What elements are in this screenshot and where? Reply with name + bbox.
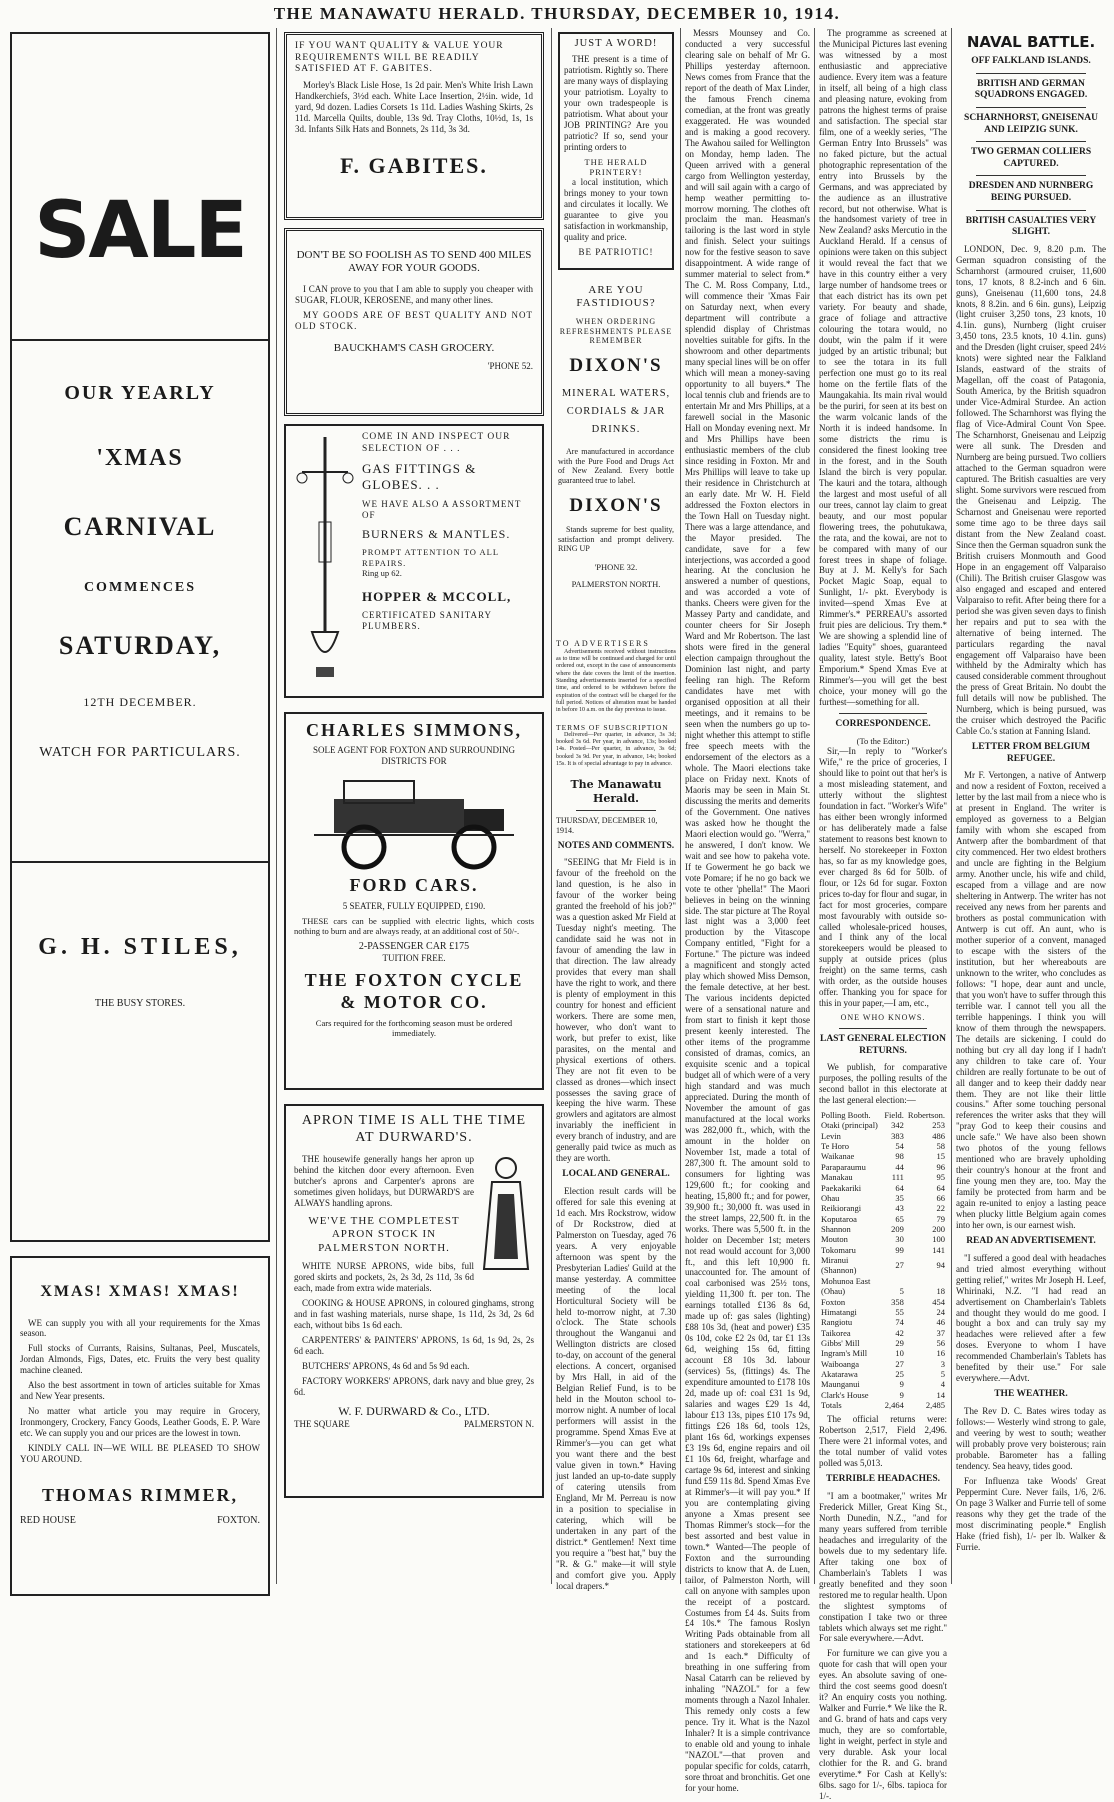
simmons-ad [284, 712, 544, 1090]
divider [976, 210, 1086, 211]
returns-cell: Rangiotu [821, 1317, 853, 1328]
gabites-ad [284, 32, 544, 220]
returns-cell: 35 [895, 1192, 904, 1203]
returns-cell: Himatangi [821, 1306, 857, 1317]
returns-cell: 54 [895, 1141, 904, 1152]
column-rule [814, 28, 815, 1584]
divider [12, 861, 268, 863]
apron-stock: WE'VE THE COMPLETEST APRON STOCK IN PALMERSTON NORTH. [308, 1215, 460, 1254]
returns-cell: 30 [895, 1234, 904, 1245]
returns-row [819, 1390, 947, 1400]
apron-text: WHITE NURSE APRONS, wide bibs, full gored skirts and pockets, 2s, 2s 3d, 2s 11d, 3s 6d each, made from extra wide materials. [294, 1261, 474, 1294]
returns-cell: Te Horo [821, 1141, 849, 1152]
returns-cell: 14 [936, 1389, 945, 1400]
dixons-fastidious: ARE YOU FASTIDIOUS? [576, 284, 656, 310]
correspondence-text: Sir,—In reply to "Worker's Wife," re the price of groceries, I should like to point out that her's is a most misleading statement, and utterly without the slightest foundation in fact. "Worker's Wife" has either been wrongly informed or has deliberately made a false statement to reasons best known to herself. No storekeeper in Foxton has, so far as my knowledge goes, ever charged 8s 6d for 50lb. of flour, or 12s 6d for sugar. Foxton prices to-day for flour and sugar, in fact for most groceries, compare most favourably with outside so-called wholesale-priced houses, and I think any of the local storekeepers would be pleased to supply at outside prices (plus freight) on the same terms, cash with order, as the outside houses offer. Thanking you for space for this in your paper,—I am, etc., [819, 746, 947, 1009]
advertisers-text: Advertisements received without instructions as to time will be continued and charged for until ordered out, except in the case of announcements where the date covers the limit of the insertion. Standing advertisements inserted for a specified time, and ordered to be withdrawn before the expiration of the contract will be charged for the full period. Notices of alteration must be handed in before 10 a.m. on the day previous to issue. [556, 648, 676, 714]
advertisers-heading: TO ADVERTISERS [556, 639, 650, 648]
returns-cell: 24 [936, 1306, 945, 1317]
returns-cell: 44 [895, 1161, 904, 1172]
read-heading: READ AN ADVERTISEMENT. [966, 1236, 1096, 1247]
returns-total-cell: Totals [821, 1400, 842, 1411]
bauckham-ad [284, 228, 544, 416]
naval-subhead: OFF FALKLAND ISLANDS. [971, 56, 1091, 67]
just-a-word: JUST A WORD! [574, 38, 658, 49]
apron-text: THE housewife generally hangs her apron up behind the kitchen door every afternoon. Even butcher's aprons and Carpenter's aprons are sometimes given holidays, but DURWARD'S are ALWAYS handling aprons. [294, 1154, 474, 1209]
returns-cell: 10 [895, 1348, 904, 1359]
returns-cell: Taikorea [821, 1327, 851, 1338]
returns-cell: Miranui (Shannon) [821, 1255, 857, 1276]
news-text: Messrs Mounsey and Co. conducted a very successful clearing sale on behalf of Mr G. Phillips yesterday afternoon. News comes from France that the report of the death of Max Linder, the famous French cinema comedian, at the front was greatly exaggerated. He was wounded and is making a good recovery. The Awahou sailed for Wellington on Monday, hemp laden. The Queen arrived with a general cargo from Wellington yesterday, and will sail again with a cargo of hemp weather permitting to-morrow morning. The clothes oft proclaim the man. Heasman's tailoring is the last word in style and finish. Select your suitings now for the festive season to save disappointment. A wide range of summer material to select from.* The C. M. Ross Company, Ltd., will commence their 'Xmas Fair on Saturday next, when every department will contribute a splendid display of Christmas novelties suitable for gifts. In the showroom and other departments many special lines will be on offer which will mean a money-saving opportunity to all buyers.* The local tennis club and friends are to entertain Mr and Mrs Phillips, at a farewell social in the Masonic Hall on Monday evening next. Mr and Mrs Phillips have been enthusiastic members of the club since residing in Foxton. Mr and Mrs Phillips will leave to take up their residence in Christchurch at an early date. Mr W. H. Field addressed the Foxton electors in the Town Hall on Tuesday night. There was a large attendance, and the Mayor presided. The candidate, save for a few interjections, was accorded a good hearing. At the conclusion he answered a number of questions, and was accorded a vote of thanks. Cheers were given for the Massey Party and candidate, and counter cheers for Sir Joseph Ward and Mr Robertson. The last shots were fired in the general election campaign throughout the Dominion last night, and party feeling ran high. The Reform candidates have met with organised opposition at all their meetings, and it remains to be seen when the numbers go up to-night whether this attempt to stifle free speech meets with the endorsement of the electors as a whole. The Maori elections take place on Friday next. Knots of Maoris may be seen in Main St. discussing the merits and demerits of the Government. One natives was asked how he thought the Maori election would go. "Werra," he answered, I don't know. We wait and see how to pakeha vote. If te Gowerment he go back we vote Pomare; if he no go back we vote te other 'phella!" The Maori believes in being on the winning side. The star picture at The Royal last night was a 3,000 feet production by the Vitascope Company entitled, "Fight for a Fortune." The picture was indeed a magnificent and stongly acted play which showed Miss Demson, the female detective, at her best. The various incidents depicted were of a sensational nature and from start to finish it kept those present keenly interested. The other items of the programme consisted of dramas, comics, an exquisite scenic and a topical budget all of which were of a very high standard and was much appreciated. During the month of November the amount of gas manufactured at the local works was 282,000 ft., which, with the amount in the holder on November 1st, made a total of 287,300 ft. The amount sold to consumers for lighting was 129,600 ft.; for cooking and heating, 15,800 ft.; and for power, 39,900 ft.; 30,000 ft. was used in the street lamps, 22,500 ft. in the works. There was 5,500 ft. in the holder on December 1st; meters not read would account for 3,000 ft., and this left 10,900 ft. unaccounted for. The amount of coal carbonised was 25½ tons, yielding 11,300 ft. per ton. The earnings totalled £136 8s 6d, made up of: gas sales (lighting) £88 10s 3d, (heat and power) £35 0s 10d, coke £2 2s 0d, tar £1 13s 6d, weighing 15s 6d, fitting account £8 10s 3d. labour (services) 5s, (fittings) 4s. The expenditure amounted to £178 10s 2d, made up of: coal £31 1s 9d, salaries and wages £29 1s 4d, labour £13 13s, pipes £10 17s 9d, fittings £26 18s 6d, tools 12s, plant 16s 6d, workings expenses £3 19s 6d, engine repairs and oil £1 10s 6d, freight, wharfage and cartage 9s 6d, interest and sinking fund £59 11s 8d. Spend Xmas Eve at Rimmer's—it will pay you.* If you are contemplating giving anyone a Xmas present see Thomas Rimmer's stock—for the best assorted and best value in town.* Wanted—The people of Foxton and the surrounding districts to know that A. de Luen, tailor, of Palmerston North, will call on anyone with samples upon the receipt of a postcard. Costumes from £4 4s. Suits from £4 10s.* The famous Roslyn Writing Pads obtainable from all stationers and storekeepers at 6d and 1s each.* Difficulty of breathing in one suffering from Nasal Catarrh can be relieved by inhaling "NAZOL" for a few moments through a Nazol Inhaler. This remedy only costs a few pence. Try it. What is the Nazol Inhaler? It is a simple contrivance to enable old and young to inhale "NAZOL"—that proven and popular specific for colds, catarrh, sore throat and bronchitis. Get one for your home. [685, 28, 810, 1793]
returns-cell: 25 [895, 1369, 904, 1380]
returns-row [819, 1348, 947, 1358]
returns-cell [882, 1276, 906, 1286]
returns-row [819, 1369, 947, 1379]
rimmer-text: KINDLY CALL IN—WE WILL BE PLEASED TO SHOW YOU AROUND. [20, 1443, 260, 1465]
housewife-illustration [478, 1154, 534, 1274]
returns-cell: 4 [940, 1379, 945, 1390]
rimmer-text: No matter what article you may require in Grocery, Ironmongery, Crockery, Fancy Goods, Leather Goods, E. P. Ware etc. We can supply you and our prices are the lowest in town. [20, 1406, 260, 1439]
durward-left: THE SQUARE [294, 1418, 350, 1429]
returns-cell: Mouton [821, 1234, 848, 1245]
gabites-name: F. GABITES. [340, 152, 488, 178]
divider [976, 175, 1086, 176]
naval-subhead: TWO GERMAN COLLIERS CAPTURED. [970, 147, 1092, 169]
returns-header-cell: Robertson. [907, 1110, 945, 1121]
xmas-heading: 'XMAS [96, 444, 184, 471]
returns-table [819, 1110, 947, 1410]
dixons-ad [558, 284, 674, 629]
returns-cell: 9 [899, 1379, 904, 1390]
column-5 [819, 28, 947, 1802]
returns-row [819, 1162, 947, 1172]
divider [976, 141, 1086, 142]
returns-cell: 209 [891, 1223, 904, 1234]
returns-cell: 5 [940, 1369, 945, 1380]
printery-ad [558, 32, 674, 270]
returns-row [819, 1297, 947, 1307]
printery-text: a local institution, which brings money to your town and circulates it locally. We guarantee to give you satisfaction in workmanship, quality and price. [564, 177, 668, 243]
bauckham-text: I CAN prove to you that I am able to supply you cheaper with SUGAR, FLOUR, KEROSENE, and many other lines. [295, 283, 533, 305]
bauckham-name: BAUCKHAM'S CASH GROCERY. [333, 341, 495, 354]
carnival-heading: CARNIVAL [63, 511, 217, 541]
stiles-name: G. H. STILES, [38, 934, 242, 961]
bauckham-phone: 'PHONE 52. [487, 361, 533, 372]
returns-cell: 94 [936, 1260, 945, 1271]
returns-cell: 358 [891, 1296, 904, 1307]
returns-row [819, 1328, 947, 1338]
returns-cell: Reikiorangi [821, 1203, 862, 1214]
gabites-body: Morley's Black Lisle Hose, 1s 2d pair. Men's White Irish Lawn Handkerchiefs, 3½d each. White Lace Insertion, 2½in. wide, 1d yard, 9d dozen. Ladies Corsets 1s 11d. Ladies Washing Skirts, 2s 11d. Marcella Quilts, double, 13s 9d. Tray Cloths, 10½d, 1s, 1s 3d. Infants Silk Hats and Bonnets, 2s 11d, 3s 3d. [295, 79, 533, 134]
ford-text: THESE cars can be supplied with electric lights, which costs nothing to burn and are always ready, at an additional cost of 50/-. [294, 915, 534, 937]
durward-name: W. F. DURWARD & Co., LTD. [338, 1403, 490, 1418]
rimmer-right: FOXTON. [217, 1515, 260, 1527]
rimmer-left: RED HOUSE [20, 1515, 76, 1527]
dixons-palmerston: PALMERSTON NORTH. [571, 578, 661, 589]
simmons-name: CHARLES SIMMONS, [305, 720, 523, 740]
returns-cell: 111 [891, 1172, 904, 1183]
returns-cell: Mohunoa East [821, 1275, 871, 1286]
ford-two-passenger: 2-PASSENGER CAR £175 [358, 940, 470, 952]
returns-row [819, 1245, 947, 1255]
hopper-name: HOPPER & MCCOLL, [362, 588, 512, 604]
divider [976, 107, 1086, 108]
dixons-phone: 'PHONE 32. [594, 562, 638, 573]
naval-subhead: DRESDEN AND NURNBERG BEING PURSUED. [968, 181, 1094, 203]
returns-cell: 74 [895, 1317, 904, 1328]
ford-heading: FORD CARS. [349, 874, 479, 895]
returns-cell: Akatarawa [821, 1369, 858, 1380]
returns-row [819, 1307, 947, 1317]
returns-cell: Foxton [821, 1296, 846, 1307]
returns-cell: 22 [936, 1203, 945, 1214]
returns-cell: 454 [932, 1296, 945, 1307]
gabites-intro: IF YOU WANT QUALITY & VALUE YOUR REQUIREMENTS WILL BE READILY SATISFIED AT F. GABITES. [295, 41, 504, 75]
returns-row [819, 1131, 947, 1141]
returns-cell: Levin [821, 1130, 841, 1141]
returns-cell: 141 [932, 1244, 945, 1255]
returns-cell: 342 [891, 1120, 904, 1131]
apron-text: COOKING & HOUSE APRONS, in coloured ginghams, strong and in fast washing materials, nurse shape, 1s 11d, 2s 3d, 2s 6d each, without bibs 1s 6d each. [294, 1298, 534, 1331]
returns-row [819, 1224, 947, 1234]
durward-ad [284, 1104, 544, 1498]
dixons-name: DIXON'S [569, 355, 663, 377]
returns-cell: Waiboanga [821, 1358, 860, 1369]
returns-official: The official returns were: Robertson 2,517, Field 2,496. There were 21 informal votes, and the total number of valid votes polled was 5,013. [819, 1414, 947, 1469]
dixons-mineral: MINERAL WATERS, CORDIALS & JAR DRINKS. [561, 388, 671, 435]
durward-right: PALMERSTON N. [463, 1418, 534, 1429]
returns-header-cell: Polling Booth. [821, 1110, 871, 1121]
returns-cell: 200 [932, 1223, 945, 1234]
returns-cell: Ingram's Mill [821, 1348, 868, 1359]
divider [839, 1028, 927, 1029]
busy-stores: THE BUSY STORES. [94, 998, 186, 1010]
headaches-text: "I am a bootmaker," writes Mr Frederick Miller, Great King St., North Dunedin, N.Z., "and for many years suffered from terrible headaches and irregularity of the bowels due to my sedentary life. After taking one box of Chamberlain's Tablets I was greatly benefited and they soon restored me to regular health. Upon the slightest symptoms of constipation I take two or three tablets which always set me right." For sale everywhere.—Advt. [819, 1490, 947, 1644]
returns-cell: Ohau [821, 1192, 840, 1203]
naval-subhead: SCHARNHORST, GNEISENAU AND LEIPZIG SUNK. [964, 113, 1098, 135]
returns-row [819, 1151, 947, 1161]
naval-heading: NAVAL BATTLE. [966, 33, 1096, 51]
letter-heading: LETTER FROM BELGIUM REFUGEE. [971, 742, 1091, 764]
column-3 [556, 28, 676, 1591]
divider [839, 713, 927, 714]
hopper-cert: CERTIFICATED SANITARY PLUMBERS. [362, 610, 492, 632]
returns-cell: 43 [895, 1203, 904, 1214]
returns-cell: 29 [895, 1337, 904, 1348]
column-rule [276, 28, 277, 1584]
news-text: The programme as screened at the Municipal Pictures last evening was witnessed by a most enthusiastic and appreciative audience. Every item was a feature in itself, all being of a high class and pleasing nature, evoking from patrons the highest terms of praise and satisfaction. The special star film, one of a weekly series, "The German Entry Into Brussels" was no faked picture, but the actual photographic representation of the entry into Brussels by the Germans, and was appreciated by the audience as an illustrative record, but not otherwise. What is the handsomest variety of tree in New Zealand? asks Mercutio in the Auckland Herald. If a census of opinions were taken on this subject it would reveal the fact that we have in this country either a very large number of handsome trees or that each district has its own pet variety. For beauty and shade, grace of foliage and attractive colouring the totara would, no doubt, win the palm if it were judged by an artistic tribunal; but to see the totara in its full perfection one must go to its real home on the fertile flats of the Maungakahia. Its main rival would be the puriri, for seen at its best on the warm volcanic lands of the North it is indeed handsome. In some districts the rimu is considered the finest looking tree in the forest, and in the South Island the birch is very popular. The kauri and the totara, although the largest and most useful of all our trees, cannot lay claim to great beauty, and our most popular flowering trees, the pohutukawa, the rata, and the kowai, are not to be compared with many of our forest trees in shape of foliage. Buy at J. M. Kelly's for Sach Pocket Magic Soap, equal to Sunlight, 1/- pkt. Everybody is invited—spend Xmas Eve at Rimmer's.* PERREAU's assorted fruit pies are delicious. Try them.* We are showing a splendid line of ladies "Equity" shoes, guaranteed quality, latest style. Betty's Boot Emporium.* Spend Xmas Eve at Rimmer's—you will get the best choice, your money will go the furthest—something for all. [819, 28, 947, 708]
hopper-text: COME IN AND INSPECT OUR SELECTION OF . . . [362, 432, 511, 454]
dixons-text: Stands supreme for best quality, satisfaction and prompt delivery. RING UP [558, 524, 674, 554]
apron-text: FACTORY WORKERS' APRONS, dark navy and blue grey, 2s 6d. [294, 1375, 534, 1397]
returns-cell: (Ohau) [821, 1286, 846, 1297]
apron-head: APRON TIME IS ALL THE TIME AT DURWARD'S. [301, 1113, 527, 1146]
returns-row [819, 1214, 947, 1224]
ford-tuition: TUITION FREE. [382, 952, 446, 963]
watch-text: WATCH FOR PARTICULARS. [39, 744, 241, 760]
news-text: For Influenza take Woods' Great Peppermint Cure. Never fails, 1/6, 2/6. On page 3 Walker and Furrie tell of some reasons why they get the trade of the most discriminating people.* English Hake (fried fish), 1/- per lb. Walker & Furrie. [956, 1475, 1106, 1552]
returns-cell: Manakau [821, 1172, 853, 1183]
carnival-ad [10, 32, 270, 1242]
be-patriotic: BE PATRIOTIC! [578, 247, 654, 258]
headaches-heading: TERRIBLE HEADACHES. [825, 1474, 941, 1485]
terms-heading: TERMS OF SUBSCRIPTION [556, 722, 669, 732]
returns-cell: Maunganui [821, 1379, 860, 1390]
date-text: 12TH DECEMBER. [83, 695, 197, 710]
returns-cell: 95 [936, 1172, 945, 1183]
dixons-when: WHEN ORDERING REFRESHMENTS PLEASE REMEMBER [559, 316, 673, 346]
returns-cell: Tokomaru [821, 1244, 856, 1255]
returns-cell: Koputaroa [821, 1213, 857, 1224]
naval-subhead: BRITISH CASUALTIES VERY SLIGHT. [965, 215, 1097, 238]
hopper-ring: Ring up 62. [362, 568, 402, 579]
rimmer-name: THOMAS RIMMER, [42, 1485, 238, 1506]
local-text: Election result cards will be offered for sale this evening at 1d each. Mrs Rockstrow, widow of Dr Rockstrow, died at Palmerston on Tuesday, aged 76 years. A very enjoyable afternoon was spent by the Presbyterian Ladies' Guild at the manse yesterday. A committee meeting of the local Horticultural Society will be held to-morrow night, at 7.30 o'clock. The State schools throughout the Wanganui and Wellington districts are closed to-day, on account of the general elections. A concert, organised by Mrs Hall, in aid of the Belgian Relief Fund, is to be held in the Mouton school to-morrow night. A number of local performers will assist in the programme. Spend Xmas Eve at Rimmer's—you can get what you want there and the best value given in town.* Having just landed an up-to-date supply of catering utensils from England, Mr M. Perreau is now in a position to specialise in catering, which will be undertaken in any part of the district.* Gentlemen! Next time you require a "best hat," buy the "R. & G." make—it will style and comfort give you. Apply local drapers.* [556, 1185, 676, 1591]
column-1 [8, 28, 272, 1584]
dixons-name-2: DIXON'S [569, 494, 663, 516]
returns-cell: 15 [936, 1151, 945, 1162]
rimmer-text: WE can supply you with all your requirements for the Xmas season. [20, 1317, 260, 1339]
sale-heading: SALE [34, 186, 246, 276]
returns-cell: Waikanae [821, 1151, 855, 1162]
returns-row [819, 1183, 947, 1193]
returns-cell: 66 [936, 1192, 945, 1203]
gas-fitting-illustration [294, 432, 356, 682]
returns-cell: Paraparaumu [821, 1161, 866, 1172]
returns-cell: 5 [899, 1286, 904, 1297]
returns-row [819, 1255, 947, 1276]
returns-cell: 99 [895, 1244, 904, 1255]
returns-total-cell: 2,485 [925, 1400, 945, 1411]
hopper-text: WE HAVE ALSO A ASSORTMENT OF [362, 498, 522, 520]
rimmer-ad [10, 1256, 270, 1596]
returns-cell: Paekakariki [821, 1182, 862, 1193]
terms-text: Delivered—Per quarter, in advance, 3s 3d; booked 3s 6d. Per year, in advance, 13s; booked 14s. Posted—Per quarter, in advance, 3s 6d; booked 3s 9d. Per year, in advance, 14s; booked 15s. It is of special advantage to pay in advance. [556, 731, 676, 767]
returns-row [819, 1317, 947, 1327]
returns-cell: 46 [936, 1317, 945, 1328]
returns-cell: 79 [936, 1213, 945, 1224]
returns-cell: 18 [936, 1286, 945, 1297]
naval-subhead: BRITISH AND GERMAN SQUADRONS ENGAGED. [974, 78, 1088, 101]
rimmer-text: Also the best assortment in town of articles suitable for Xmas and New Year presents. [20, 1380, 260, 1402]
letter-text: Mr F. Vertongen, a native of Antwerp and now a resident of Foxton, received a letter by the last mail from a niece who is at present in England. The writer is employed as governess to a Belgian family with whom she escaped from Antwerp after the bombardment of that city commenced. Her two eldest brothers and uncle are fighting in the Belgium army. Another uncle, his wife and child, escaped from a village and are now sheltering in Antwerp. The writer has not received any news from her parents and brothers as postal communication with Antwerp is cut off. An aunt, who is mother superior of a convent, managed to escape with the sisters of the institution, but her whereabouts are unknown to the writer, who concludes as follows: "I hope, dear aunt and uncle, that you won't have to suffer through this terrible war. I cannot tell you all the terrible happenings. I think you will know of them through the newspapers. The details are sickening. I could do nothing but cry all day long if I hadn't any children to take care of. Your children are really fortunate to be out of all danger and to keep their daddy near them. They are not like their little cousins." After some touching personal references the writer asks that they will "pray God to keep their cousins and uncle safe." We have also been shown two photos of the young fellows mentioned who are bravely upholding their country's honour at the front and fine young men they are, too. May the family be protected from harm and be again re-united to enjoy a lasting peace when plucky little Belgium again comes into her own, is our earnest wish. [956, 770, 1106, 1231]
returns-cell: 253 [932, 1120, 945, 1131]
returns-heading: LAST GENERAL ELECTION RETURNS. [819, 1034, 946, 1056]
returns-row [819, 1141, 947, 1151]
returns-cell: 37 [936, 1327, 945, 1338]
returns-cell: 58 [936, 1141, 945, 1152]
returns-row [819, 1203, 947, 1213]
bauckham-head: DON'T BE SO FOOLISH AS TO SEND 400 MILES AWAY FOR YOUR GOODS. [296, 249, 532, 275]
returns-cell: 64 [895, 1182, 904, 1193]
hopper-gas: GAS FITTINGS & GLOBES. . . [362, 461, 477, 493]
column-rule [680, 28, 681, 1584]
our-yearly: OUR YEARLY [64, 382, 216, 405]
divider [576, 810, 656, 811]
hopper-mccoll-ad [284, 424, 544, 698]
column-rule [551, 28, 552, 1584]
divider [12, 339, 268, 341]
commences-text: COMMENCES [83, 579, 197, 595]
returns-row [819, 1338, 947, 1348]
rimmer-heading: XMAS! XMAS! XMAS! [40, 1283, 240, 1300]
returns-cell: Otaki (principal) [821, 1120, 878, 1131]
bauckham-text: MY GOODS ARE OF BEST QUALITY AND NOT OLD STOCK. [295, 309, 533, 331]
returns-row [819, 1172, 947, 1182]
simmons-agent: SOLE AGENT FOR FOXTON AND SURROUNDING DISTRICTS FOR [313, 744, 515, 766]
returns-row [819, 1286, 947, 1296]
returns-cell: 383 [891, 1130, 904, 1141]
hopper-text: PROMPT ATTENTION TO ALL REPAIRS. [362, 547, 499, 568]
ford-car-illustration [304, 771, 524, 871]
column-6 [956, 28, 1106, 1584]
returns-cell: 27 [895, 1358, 904, 1369]
news-text: For furniture we can give you a quote for cash that will open your eyes. An absolute saving of one-third the cost seems good doesn't it? An enquiry costs you nothing. Walker and Furrie.* We like the R. and G. brand of hats and caps very much, they are so comfortable, light in weight, perfect in style and very durable. Ask your local clothier for the R. and G. brand everytime.* For Cash at Kelly's: 6lbs. sago for 1/-, 6lbs. tapioca for 1/-. [819, 1648, 947, 1802]
returns-row [819, 1193, 947, 1203]
column-2 [282, 28, 546, 1584]
hopper-burners: BURNERS & MANTLES. [362, 526, 511, 541]
returns-cell: 16 [936, 1348, 945, 1359]
correspondence-to: (To the Editor:) [856, 735, 910, 746]
returns-cell: 100 [932, 1234, 945, 1245]
returns-row [819, 1120, 947, 1130]
herald-date: THURSDAY, DECEMBER 10, 1914. [556, 816, 658, 835]
apron-text: BUTCHERS' APRONS, 4s 6d and 5s 9d each. [302, 1360, 470, 1371]
durward-address [294, 1419, 534, 1430]
column-rule [951, 28, 952, 1584]
naval-text: LONDON, Dec. 9, 8.20 p.m. The German squadron consisting of the Scharnhorst (armoured cruiser, 11,600 tons, 17 knots, 8 8.2-inch and 6 6in. guns), Gneisenau (11,600 tons, 24.8 knots, 8 8.2in. and 6 6in. guns), Leipzig (light cruiser 3,250 tons, 23 knots, 10 4.1in. guns), Nurnberg (light cruiser 3,450 tons, 23.5 knots, 10 4.1in. guns) and the Dresden (light cruiser, speed 24½ knots) were sighted near the Falkland Islands, eastward of the straits of Magellan, off the coast of Patagonia, South America, by the British squadron under Vice-Admiral Sturdee. An action followed. The Scharnhorst was flying the flag of Vice-Admiral Count Von Spee. The Scharnhorst, Gneisenau and Leipzig were all sunk. The Dresden and Nurnberg are being pursued. Two colliers attached to the German squadron were captured. The British casualties are very slight. Some survivors were rescued from the Gneisenau and Leipzig. The Scharnost and Gneisenau were reported some time ago to be three days sail distant from the New Zealand coast. Since then the German squadron sunk the British cruisers Monmouth and Good Hope in an engagement off Valparaiso (Chili). The British cruiser Glasgow was also engaged and escaped and entered Valparaiso to refit. After being there for a period she was given seven days to finish her repairs and put to sea with the alternative of being interned. The particulars regarding the naval engagement off Valparaiso have been withheld by the Admiralty which has caused considerable comment throughout the press of Great Britain. No doubt the full details will now be published. The Nurnberg, which is being pursued, was the cruiser which destroyed the Pacific Cable Co.'s station at Fanning Island. [956, 243, 1106, 737]
returns-header-cell: Field. [884, 1110, 904, 1121]
returns-row [819, 1234, 947, 1244]
returns-text: We publish, for comparative purposes, the polling results of the second ballot in this electorate at the last general election:— [819, 1062, 947, 1106]
notes-heading: NOTES AND COMMENTS. [557, 840, 675, 851]
returns-cell: 96 [936, 1161, 945, 1172]
masthead: THE MANAWATU HERALD. THURSDAY, DECEMBER 10, 1914. [273, 4, 841, 23]
herald-masthead: The Manawatu Herald. [570, 778, 662, 805]
ford-seat: 5 SEATER, FULLY EQUIPPED, £190. [342, 900, 486, 911]
returns-cell: Gibbs' Mill [821, 1337, 860, 1348]
returns-cell: 64 [936, 1182, 945, 1193]
correspondence-heading: CORRESPONDENCE. [835, 719, 931, 730]
returns-cell: 55 [895, 1306, 904, 1317]
weather-text: The Rev D. C. Bates wires today as follows:— Westerly wind strong to gale, and veering by west to south; weather will probably prove very boisterous; rain probable. Barometer has a falling tendency. Sea heavy, tides good. [956, 1405, 1106, 1471]
returns-cell: 56 [936, 1337, 945, 1348]
weather-heading: THE WEATHER. [994, 1389, 1068, 1400]
returns-cell: 9 [899, 1389, 904, 1400]
divider [976, 73, 1086, 74]
returns-cell: Clark's House [821, 1389, 869, 1400]
rimmer-address [20, 1515, 260, 1527]
local-heading: LOCAL AND GENERAL. [562, 1169, 670, 1180]
dixons-text: Are manufactured in accordance with the Pure Food and Drugs Act of New Zealand. Every bottle guaranteed true to label. [558, 446, 674, 486]
returns-cell: 3 [940, 1358, 945, 1369]
returns-cell: 42 [895, 1327, 904, 1338]
returns-total-cell: 2,464 [884, 1400, 904, 1411]
returns-cell: 98 [895, 1151, 904, 1162]
printery-text: THE present is a time of patriotism. Rightly so. There are many ways of displaying your patriotism. Loyalty to your own tradespeople is patriotism. What about your JOB PRINTING? Are you patriotic? If so, send your printing orders to [564, 53, 668, 152]
returns-cell [906, 1276, 947, 1286]
returns-cell: 65 [895, 1213, 904, 1224]
cycle-name: THE FOXTON CYCLE & MOTOR CO. [304, 969, 524, 1012]
returns-cell: 27 [895, 1260, 904, 1271]
column-4 [685, 28, 810, 1793]
saturday-heading: SATURDAY, [58, 630, 222, 660]
read-text: "I suffered a good deal with headaches and tried almost everything without getting relief," writes Mr Joseph H. Leef, Whirinaki, N.Z. "I had read an advertisement on Chamberlain's Tablets and thought they would do me good. I bought a box and can truly say my headaches were relieved after a few doses. Everyone to whom I have recommended Chamberlain's Tablets has benefited by their use." For sale everywhere.—Advt. [956, 1252, 1106, 1384]
correspondence-signature: ONE WHO KNOWS. [840, 1013, 926, 1023]
returns-cell: Shannon [821, 1223, 851, 1234]
rimmer-text: Full stocks of Currants, Raisins, Sultanas, Peel, Muscatels, Jordan Almonds, Figs, Dates, etc. Fruits the very best quality machine cleaned. [20, 1343, 260, 1376]
returns-row [819, 1379, 947, 1389]
returns-row [819, 1276, 947, 1286]
cycle-text: Cars required for the forthcoming season must be ordered immediately. [315, 1017, 513, 1038]
apron-text: CARPENTERS' & PAINTERS' APRONS, 1s 6d, 1s 9d, 2s, 2s 6d each. [294, 1335, 534, 1356]
returns-row [819, 1359, 947, 1369]
notes-text: "SEEING that Mr Field is in favour of the freehold on the land question, is he also in favour of the worker being granted the freehold of his job?" was a question asked Mr Field at Tuesday night's meeting. The candidate said he was not in favour of amending the law in that direction. The law already provides that every man shall have the right to work, and there is plenty of employment in this country for honest and efficient workers. There are some men, however, who don't want to work, but prefer to exist, like parasites, on the mental and physical exertions of others. They are not fit even to be classed as drones—which insect possesses the saving grace of keeping the hive warm. These growlers and agitators are almost invariably the inefficient in every branch of industry, and are generally paid twice as much as they are worth. [556, 857, 676, 1164]
returns-cell: 486 [932, 1130, 945, 1141]
printery-name: THE HERALD PRINTERY! [584, 156, 648, 177]
